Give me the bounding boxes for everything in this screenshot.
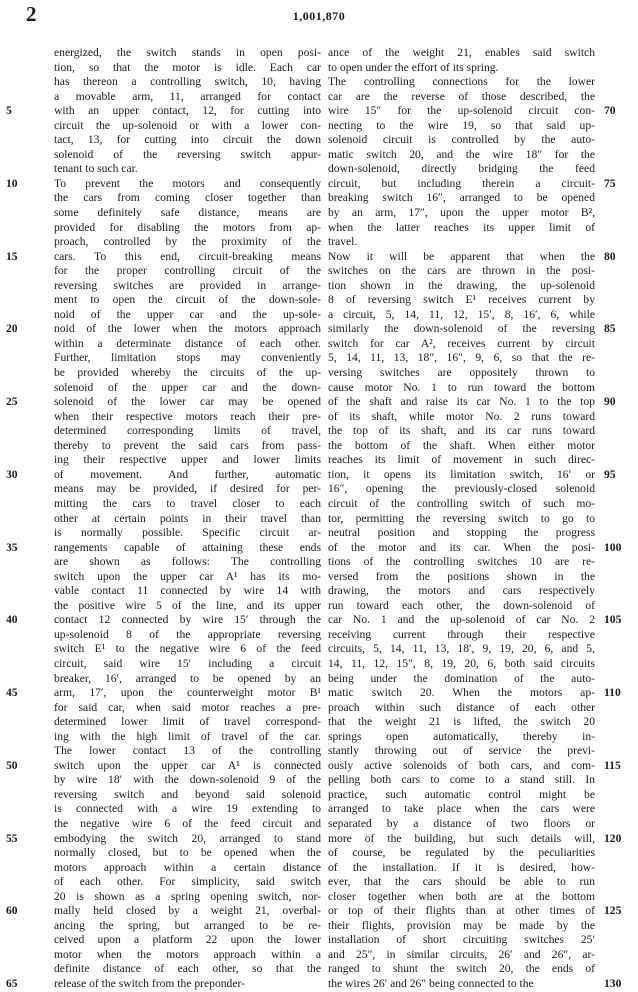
text-line: mitting the cars to travel closer to each (54, 496, 321, 510)
line-number: 55 (6, 831, 18, 845)
text-line: within a determinate distance of each other. (54, 336, 321, 350)
text-line: has thereon a controlling switch, 10, having (54, 75, 321, 89)
text-line: tion, it opens its limitation switch, 16′ or (328, 467, 595, 481)
text-line: circuits, 5, 14, 11, 13, 18′, 9, 19, 20, 6, and 5, (328, 642, 595, 656)
text-line: when their respective motors reach their pre- (54, 409, 321, 423)
text-line: tenant to such car. (54, 162, 138, 176)
text-line: of the shaft and raise its car No. 1 to the top (328, 395, 595, 409)
text-line: with an upper contact, 12, for cutting into (54, 104, 321, 118)
text-line: solenoid of the reversing switch appur- (54, 147, 321, 161)
text-line: of course, be regulated by the peculiarities (328, 846, 595, 860)
text-line: motors approach within a certain distance (54, 860, 321, 874)
text-line: a circuit, 5, 14, 11, 12, 15′, 8, 16′, 6, while (328, 307, 595, 321)
text-line: by wire 18′ with the down-solenoid 9 of the (54, 773, 321, 787)
text-line: for the proper controlling circuit of the (54, 264, 321, 278)
text-line: Further, limitation stops may conveniently (54, 351, 321, 365)
text-line: noid of the lower when the motors approach (54, 322, 321, 336)
text-line: ceived upon a platform 22 upon the lower (54, 933, 321, 947)
page-header (0, 0, 638, 32)
text-line: Now it will be apparent that when the (328, 249, 595, 263)
line-number: 10 (6, 176, 18, 190)
line-number: 30 (6, 467, 18, 481)
text-line: determined lower limit of travel correspond- (54, 715, 321, 729)
line-number: 65 (6, 977, 18, 991)
text-line: 16″, opening the previously-closed solenoid (328, 482, 595, 496)
text-line: of its shaft, while motor No. 2 runs toward (328, 409, 595, 423)
line-number: 80 (604, 249, 616, 263)
text-line: 14, 11, 12, 15″, 8, 19, 20, 6, both said circuits (328, 656, 595, 670)
text-line: proach within such distance of each other (328, 700, 595, 714)
line-number: 50 (6, 758, 18, 772)
text-line: ance of the weight 21, enables said switch (328, 46, 595, 59)
text-line: rangements capable of attaining these ends (54, 540, 321, 554)
right-text-column (328, 46, 595, 992)
text-line: some definitely safe distance, means are (54, 206, 321, 220)
text-line: switch for car A², receives current by circuit (328, 336, 595, 350)
text-line: when the latter reaches its upper limit of (328, 220, 595, 234)
text-line: by an arm, 17″, upon the upper motor B², (328, 206, 595, 220)
text-line: matic switch 20, and the wire 18″ for the (328, 147, 595, 161)
patent-number: 1,001,870 (292, 9, 346, 23)
text-line: circuit the up-solenoid or with a lower con- (54, 118, 321, 132)
text-line: springs open automatically, thereby in- (328, 729, 595, 743)
text-line: normally closed, but to be opened when the (54, 846, 321, 860)
text-line: tor, permitting the reversing switch to go to (328, 511, 595, 525)
text-line: breaker, 16′, arranged to be opened by an (54, 671, 321, 685)
text-line: for said car, when said motor reaches a pre- (54, 700, 321, 714)
text-line: ranged to shunt the switch 20, the ends of (328, 962, 595, 976)
text-line: being under the domination of the auto- (328, 671, 595, 685)
text-line: circuit of the controlling switch of such mo- (328, 496, 595, 510)
text-line: of movement. And further, automatic (54, 467, 321, 481)
line-number: 110 (604, 686, 621, 700)
text-line: practice, such automatic control might be (328, 787, 595, 801)
text-line: reversing switch and beyond said solenoid (54, 787, 321, 801)
text-line: of the installation. If it is desired, how- (328, 860, 595, 874)
text-line: embodying the switch 20, arranged to stand (54, 831, 321, 845)
text-line: is normally possible. Specific circuit ar- (54, 526, 321, 540)
text-line: ment to open the circuit of the down-sole- (54, 293, 321, 307)
text-line: noid of the upper car and the up-sole- (54, 307, 321, 321)
line-number: 100 (604, 540, 622, 554)
text-line: car No. 1 and the up-solenoid of car No. 2 (328, 613, 595, 627)
text-line: stantly throwing out of service the previ- (328, 744, 595, 758)
text-line: the positive wire 5 of the line, and its upper (54, 598, 321, 612)
text-line: is connected with a wire 19 extending to (54, 802, 321, 816)
line-number: 130 (604, 977, 622, 991)
text-line: 5, 14, 11, 13, 18″, 16″, 9, 6, so that the re- (328, 351, 595, 365)
text-line: breaking switch 16″, arranged to be opened (328, 191, 595, 205)
page-number: 2 (26, 2, 37, 26)
text-line: ing with the high limit of travel of the car. (54, 729, 321, 743)
text-line: travel. (328, 235, 358, 249)
text-line: ever, that the cars should be able to run (328, 875, 595, 889)
text-line: similarly the down-solenoid of the reversing (328, 322, 595, 336)
text-line: up-solenoid 8 of the appropriate reversing (54, 627, 321, 641)
text-line: The controlling connections for the lower (328, 75, 595, 89)
text-line: of each other. For simplicity, said switch (54, 875, 321, 889)
text-line: tion shown in the drawing, the up-solenoid (328, 278, 595, 292)
text-line: tion, so that the motor is idle. Each car (54, 60, 321, 74)
text-line: circuit, said wire 15′ including a circuit (54, 656, 321, 670)
text-line: solenoid circuit is controlled by the auto- (328, 133, 595, 147)
line-number: 120 (604, 831, 622, 845)
text-line: cause motor No. 1 to run toward the bottom (328, 380, 595, 394)
text-line: the negative wire 6 of the feed circuit and (54, 816, 321, 830)
text-line: motor when the motors approach within a (54, 947, 321, 961)
text-line: switch upon the upper car A¹ is connected (54, 758, 321, 772)
text-line: ancing the spring, but arranged to be re- (54, 918, 321, 932)
text-line: other at certain points in their travel than (54, 511, 321, 525)
text-line: To prevent the motors and consequently (54, 176, 321, 190)
line-number: 20 (6, 322, 18, 336)
text-line: separated by a distance of two floors or (328, 816, 595, 830)
text-line: definite distance of each other, so that the (54, 962, 321, 976)
text-line: matic switch 20. When the motors ap- (328, 686, 595, 700)
text-line: energized, the switch stands in open posi- (54, 46, 321, 59)
text-line: that the weight 21 is lifted, the switch 20 (328, 715, 595, 729)
text-line: or top of their flights than at other times of (328, 904, 595, 918)
line-number: 90 (604, 395, 616, 409)
line-number: 40 (6, 613, 18, 627)
text-line: versing switches are oppositely thrown to (328, 366, 595, 380)
text-line: determined corresponding limits of travel, (54, 424, 321, 438)
text-line: and 25″, in similar circuits, 26′ and 26″, ar- (328, 947, 595, 961)
text-line: pelling both cars to come to a stand still. In (328, 773, 595, 787)
line-number: 60 (6, 904, 18, 918)
text-line: necting to the wire 19, so that said up- (328, 118, 595, 132)
text-line: be provided whereby the circuits of the up- (54, 366, 321, 380)
text-line: versed from the positions shown in the (328, 569, 595, 583)
text-line: a movable arm, 11, arranged for contact (54, 89, 321, 103)
line-number: 115 (604, 758, 621, 772)
text-line: solenoid of the upper car and the down- (54, 380, 321, 394)
text-line: contact 12 connected by wire 15′ through the (54, 613, 321, 627)
text-line: 8 of reversing switch E¹ receives current by (328, 293, 595, 307)
text-line: arranged to take place when the cars were (328, 802, 595, 816)
line-number: 70 (604, 104, 616, 118)
text-line: down-solenoid, directly bridging the feed (328, 162, 595, 176)
text-line: 20 is shown as a spring opening switch, nor- (54, 889, 321, 903)
line-number: 45 (6, 686, 18, 700)
left-text-column (54, 46, 321, 992)
text-line: of the motor and its car. When the posi- (328, 540, 595, 554)
text-line: reversing switches are provided in arrange- (54, 278, 321, 292)
text-line: run toward each other, the down-solenoid of (328, 598, 595, 612)
text-line: car are the reverse of those described, the (328, 89, 595, 103)
text-line: the cars from coming closer together than (54, 191, 321, 205)
text-line: switch upon the upper car A¹ has its mo- (54, 569, 321, 583)
line-number: 25 (6, 395, 18, 409)
text-line: wire 15″ for the up-solenoid circuit con- (328, 104, 595, 118)
line-number: 125 (604, 904, 622, 918)
text-line: reaches its limit of movement in such direc- (328, 453, 595, 467)
text-line: their flights, provision may be made by the (328, 918, 595, 932)
text-line: to open under the effort of its spring. (328, 60, 499, 74)
text-line: ing their respective upper and lower limits (54, 453, 321, 467)
text-line: provided for disabling the motors from ap- (54, 220, 321, 234)
text-line: tact, 13, for cutting into circuit the down (54, 133, 321, 147)
line-number: 15 (6, 249, 18, 263)
text-line: release of the switch from the preponder- (54, 977, 245, 990)
text-line: proach, controlled by the proximity of the (54, 235, 321, 249)
text-line: vable contact 11 connected by wire 14 with (54, 584, 321, 598)
text-line: neutral position and stopping the progress (328, 526, 595, 540)
text-line: installation of short circuiting switches 25′ (328, 933, 595, 947)
text-line: the wires 26′ and 26″ being connected to the (328, 977, 534, 990)
line-number: 85 (604, 322, 616, 336)
text-line: closer together when both are at the bottom (328, 889, 595, 903)
text-line: The lower contact 13 of the controlling (54, 744, 321, 758)
text-line: drawing, the motors and cars respectively (328, 584, 595, 598)
line-number: 75 (604, 176, 616, 190)
text-line: the bottom of the shaft. When either motor (328, 438, 595, 452)
text-line: solenoid of the lower car may be opened (54, 395, 321, 409)
text-line: are shown as follows: The controlling (54, 555, 321, 569)
line-number: 95 (604, 467, 616, 481)
line-number: 35 (6, 540, 18, 554)
text-line: tions of the controlling switches 10 are re- (328, 555, 595, 569)
text-line: ously active solenoids of both cars, and com- (328, 758, 595, 772)
text-line: cars. To this end, circuit-breaking means (54, 249, 321, 263)
text-line: the top of its shaft, and its car runs toward (328, 424, 595, 438)
line-number: 5 (6, 104, 12, 118)
text-line: receiving current through their respective (328, 627, 595, 641)
text-line: switch E¹ to the negative wire 6 of the feed (54, 642, 321, 656)
text-line: thereby to prevent the said cars from pass- (54, 438, 321, 452)
text-line: means may be provided, if desired for per- (54, 482, 321, 496)
text-line: mally held closed by a weight 21, overbal- (54, 904, 321, 918)
text-line: more of the building, but such details will, (328, 831, 595, 845)
text-line: circuit, but including therein a circuit- (328, 176, 595, 190)
text-line: switches on the cars are thrown in the posi- (328, 264, 595, 278)
text-line: arm, 17′, upon the counterweight motor B¹ (54, 686, 321, 700)
line-number: 105 (604, 613, 622, 627)
